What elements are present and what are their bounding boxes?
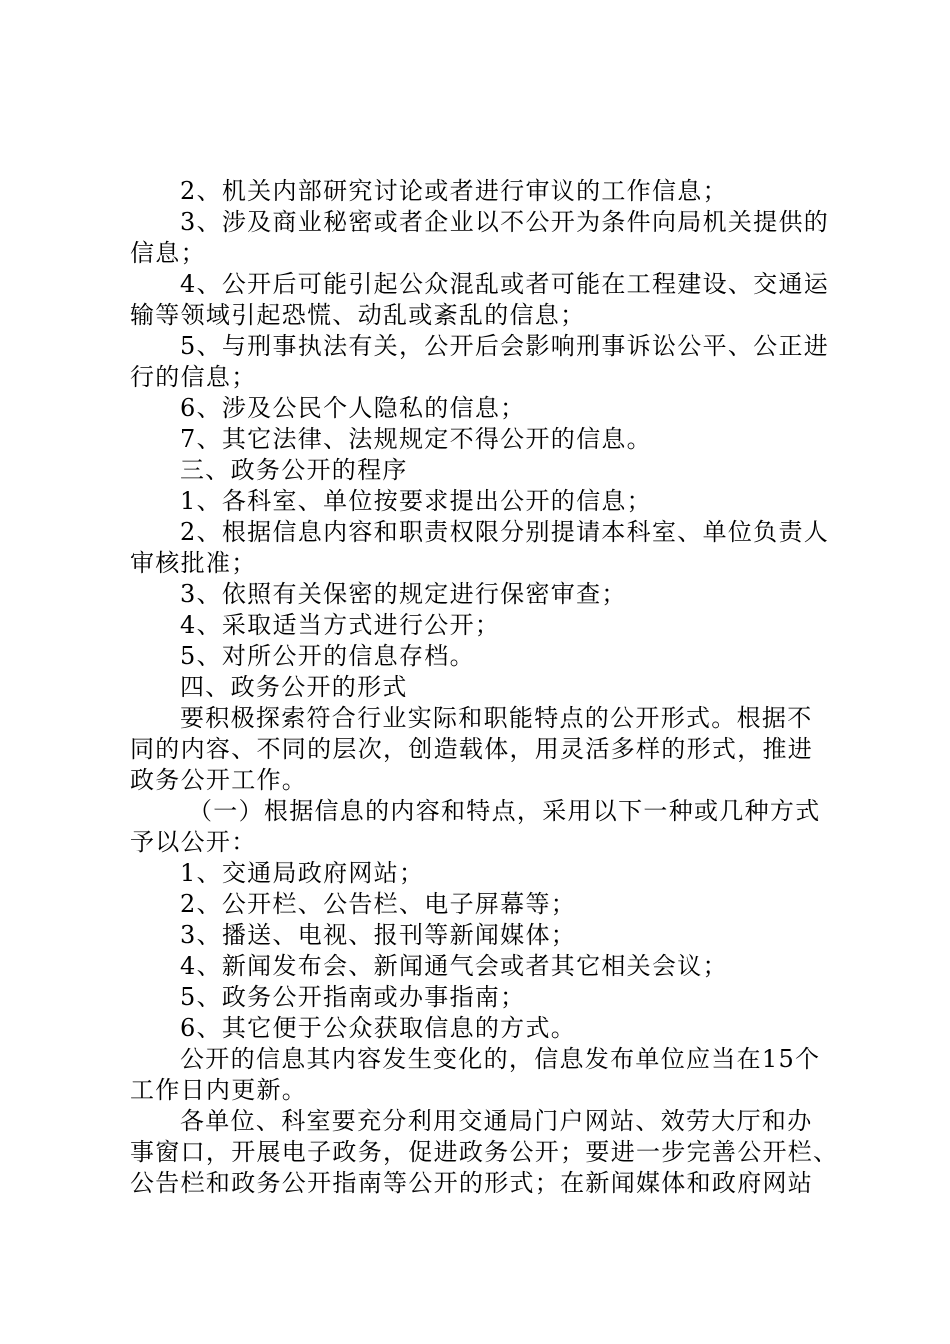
paragraph-line: 政务公开工作。 — [130, 766, 308, 794]
paragraph-line: 行的信息； — [130, 363, 257, 391]
paragraph-line: 工作日内更新。 — [130, 1076, 308, 1104]
paragraph-line: 同的内容、不同的层次，创造载体，用灵活多样的形式，推进 — [130, 735, 814, 763]
paragraph-line: 信息； — [130, 239, 206, 267]
paragraph-line: 5、对所公开的信息存档。 — [180, 642, 475, 670]
paragraph-line: 各单位、科室要充分利用交通局门户网站、效劳大厅和办 — [180, 1107, 813, 1135]
document-body — [130, 176, 839, 1199]
paragraph-line: 要积极探索符合行业实际和职能特点的公开形式。根据不 — [180, 704, 813, 732]
paragraph-line: 公告栏和政务公开指南等公开的形式；在新闻媒体和政府网站 — [130, 1169, 814, 1197]
section-heading: 三、政务公开的程序 — [180, 456, 408, 484]
paragraph-line: 事窗口，开展电子政务，促进政务公开；要进一步完善公开栏、 — [130, 1138, 839, 1166]
list-item: 3、播送、电视、报刊等新闻媒体； — [180, 921, 577, 949]
paragraph-line: 审核批准； — [130, 549, 257, 577]
paragraph-line: 4、公开后可能引起公众混乱或者可能在工程建设、交通运 — [180, 270, 830, 298]
paragraph-line: 4、采取适当方式进行公开； — [180, 611, 501, 639]
paragraph-line: 3、依照有关保密的规定进行保密审查； — [180, 580, 627, 608]
list-item: 5、政务公开指南或办事指南； — [180, 983, 526, 1011]
paragraph-line: 5、与刑事执法有关，公开后会影响刑事诉讼公平、公正进 — [180, 332, 830, 360]
list-item: 1、交通局政府网站； — [180, 859, 425, 887]
paragraph-line: 1、各科室、单位按要求提出公开的信息； — [180, 487, 652, 515]
list-item: 4、新闻发布会、新闻通气会或者其它相关会议； — [180, 952, 728, 980]
paragraph-line: 2、根据信息内容和职责权限分别提请本科室、单位负责人 — [180, 518, 830, 546]
paragraph-line: 3、涉及商业秘密或者企业以不公开为条件向局机关提供的 — [180, 208, 830, 236]
paragraph-line: 予以公开： — [130, 828, 257, 856]
paragraph-line: 公开的信息其内容发生变化的，信息发布单位应当在15个 — [180, 1045, 821, 1073]
paragraph-line: 6、涉及公民个人隐私的信息； — [180, 394, 526, 422]
list-item: 6、其它便于公众获取信息的方式。 — [180, 1014, 577, 1042]
paragraph-line: 7、其它法律、法规规定不得公开的信息。 — [180, 425, 652, 453]
paragraph-line: 输等领域引起恐慌、动乱或紊乱的信息； — [130, 301, 586, 329]
subsection-heading: （一）根据信息的内容和特点，采用以下一种或几种方式 — [188, 797, 821, 825]
paragraph-line: 2、机关内部研究讨论或者进行审议的工作信息； — [180, 177, 728, 205]
section-heading: 四、政务公开的形式 — [180, 673, 408, 701]
list-item: 2、公开栏、公告栏、电子屏幕等； — [180, 890, 577, 918]
